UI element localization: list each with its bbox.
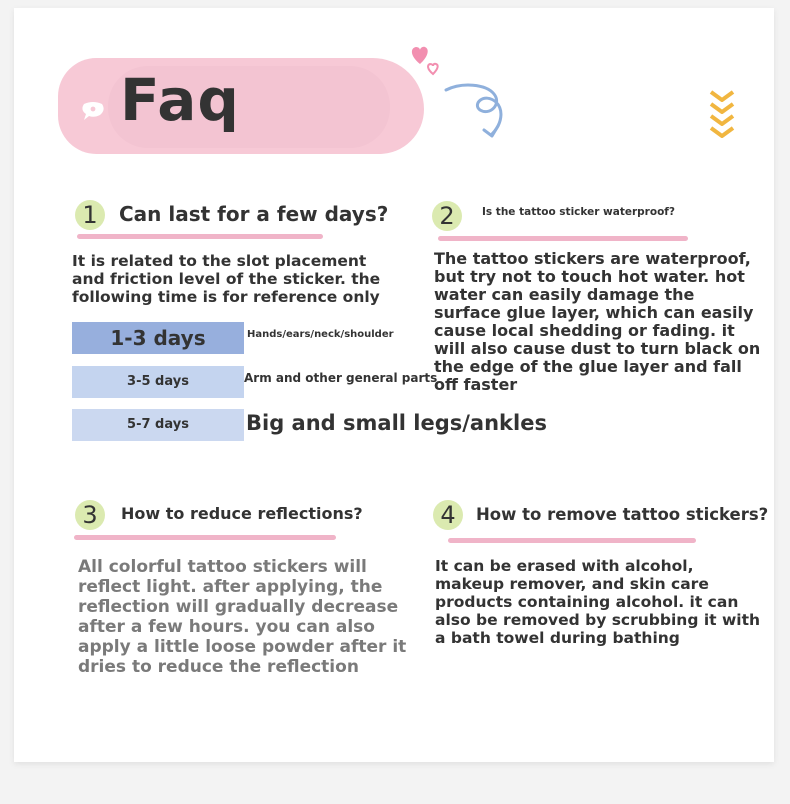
chevrons-down-icon — [708, 88, 736, 142]
question-number-3: 3 — [75, 500, 105, 530]
question-number-2: 2 — [432, 201, 462, 231]
body-part-label-1: Hands/ears/neck/shoulder — [247, 329, 394, 340]
question-1-underline — [77, 234, 323, 239]
question-2-title: Is the tattoo sticker waterproof? — [482, 206, 675, 218]
question-3-title: How to reduce reflections? — [121, 504, 363, 523]
answer-2-text: The tattoo stickers are waterproof, but try not to touch hot water. hot water can easily damage the surface glue layer, which can easily cause local shedding or fading. it will also cause dust to turn black on the edge of the glue layer and fall off faster — [434, 249, 761, 394]
speech-bubble-icon — [80, 100, 106, 122]
question-number-1: 1 — [75, 200, 105, 230]
duration-bar-1: 1-3 days — [72, 322, 244, 354]
page-title: Faq — [120, 66, 240, 134]
duration-bar-3: 5-7 days — [72, 409, 244, 441]
duration-bar-2: 3-5 days — [72, 366, 244, 398]
curved-arrow-icon — [442, 76, 512, 146]
question-4-underline — [448, 538, 696, 543]
answer-3-text: All colorful tattoo stickers will reflect light. after applying, the reflection will gradually decrease after a few hours. you can also apply a little loose powder after it dries to reduce the reflection — [78, 557, 407, 677]
body-part-label-2: Arm and other general parts — [244, 371, 438, 385]
question-3-underline — [74, 535, 336, 540]
question-number-4: 4 — [433, 500, 463, 530]
question-2-underline — [438, 236, 688, 241]
question-4-title: How to remove tattoo stickers? — [476, 505, 769, 524]
body-part-label-3: Big and small legs/ankles — [246, 411, 547, 435]
answer-4-text: It can be erased with alcohol, makeup remover, and skin care products containing alcohol. it can also be removed by scrubbing it with a bath towel during bathing — [435, 557, 761, 647]
question-1-title: Can last for a few days? — [119, 202, 389, 226]
hearts-icon — [406, 38, 446, 78]
answer-1-text: It is related to the slot placement and friction level of the sticker. the following time is for reference only — [72, 252, 381, 306]
